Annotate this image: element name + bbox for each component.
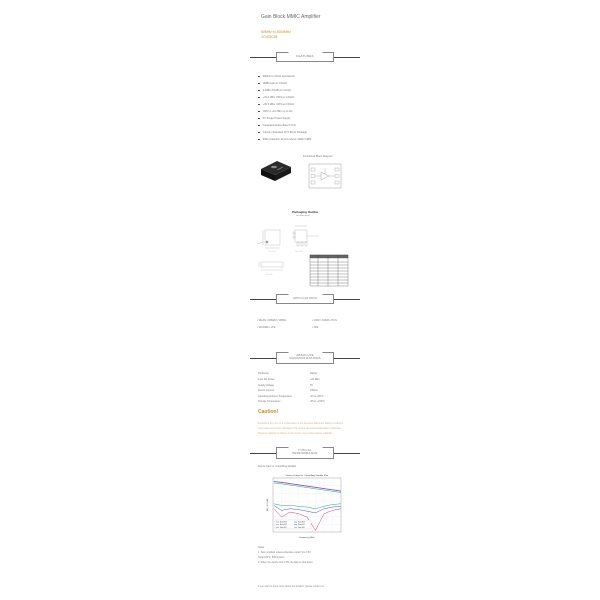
performance-chart [265,472,345,542]
svg-text:0.75 ±0.05: 0.75 ±0.05 [265,275,273,276]
bullet-icon [258,76,260,78]
block-diagram-title: Functional Block Diagram [303,155,333,158]
svg-text:Ratio S21: Ratio S21 [298,522,305,524]
feature-item: 5V Single Power Supply [258,117,290,120]
package-outline-unit: unit: millimeter(mm) [296,216,310,217]
bullet-icon [258,83,260,85]
svg-text:Gain S11: Gain S11 [280,527,287,529]
typical-performance-header: TYPICAL PERFORMANCE [250,447,360,457]
notes-label: Notes [258,546,265,549]
application-item: • WCDMA / LTE [257,326,276,329]
caution-title: Caution! [258,409,279,415]
contact-text: If you want to know more about the product, please contact us. [258,585,325,588]
application-item: • GSM / CDMA / PCS [312,319,337,322]
feature-item: 18dB Gain at 1.0GHz [258,82,287,85]
svg-text:Ratio S21: Ratio S21 [280,525,287,527]
feature-item: ESD protection all pins above 1000V HBM [258,138,311,141]
amr-rating: +20 dBm [310,378,320,381]
feature-item: 3.0dBm P1dB at 1.0GHz [258,89,291,92]
svg-text:Gain S22: Gain S22 [298,527,305,529]
bullet-icon [258,111,260,113]
feature-item: OIP3 4 +33 dBm up to 4G [258,110,293,113]
absolute-maximum-ratings-header: ABSOLUTE MAXIMUM RATINGS [250,352,360,362]
feature-item: +34.5 dBm OIP3 at 2.5GHz [258,103,294,106]
chart-caption: Device Gain vs. Controlling Variable [258,465,297,468]
bullet-icon [258,139,260,141]
svg-text:Ratio S11: Ratio S11 [298,525,305,527]
bullet-icon [258,125,260,127]
amr-parameter: Storage Temperature [258,400,281,403]
svg-text:2.00 ±0.05: 2.00 ±0.05 [268,252,276,253]
amr-header-parameter: Parameter [258,372,270,375]
bullet-icon [258,132,260,134]
feature-item: 50MHz to 4GHz operational [258,75,295,78]
applications-section-header: APPLICATIONS [250,294,360,304]
application-item: • WLAN / WiMAX / WiBro [257,319,287,322]
bullet-icon [258,118,260,120]
note-item: 1. Test condition unless otherwise noted: Vcc= 5V, [258,551,312,554]
amr-rating: -65 to +150°C [310,400,325,403]
bullet-icon [258,97,260,99]
page-title: Gain Block MMIC Amplifier [261,14,321,20]
application-item: • ISM [312,326,319,329]
amr-rating: 150mA [310,389,318,392]
svg-text:S21, S11 (dB): S21, S11 (dB) [267,498,269,512]
feature-item: Integrated Active Bias Circuit [258,124,296,127]
amr-rating: -40 to +85°C [310,394,324,398]
package-outline-title: Packaging Outline [292,210,319,214]
svg-text:Frequency (GHz): Frequency (GHz) [299,537,315,539]
amr-parameter: Input RF Power [258,378,275,381]
note-item: 2. When the device Vcc is 5V, the bias is shut down. [258,561,314,564]
svg-text:Ratio S21: Ratio S21 [280,522,287,524]
features-section-header: FEATURES [250,52,360,62]
amr-parameter: Device Current [258,389,274,392]
chip-image [259,157,293,183]
amr-rating: 6V [310,383,313,387]
package-outline-drawing [255,222,355,290]
feature-item: Industry Standard SOT-89 2x Package [258,131,307,134]
feature-item: +33.0 dBm OIP3 at 1.0GHz [258,96,294,99]
svg-text:2.00 ±0.05: 2.00 ±0.05 [295,252,303,253]
caution-text: Exceeding any one or a combination of the Absolute Maximum Rating conditions may cause permanent damage to the device. Extended application of Absolute Maximum Rating conditions to the device may reduce device reliability. [258,422,344,436]
part-number: YG402028 [261,35,278,39]
bullet-icon [258,104,260,106]
amr-parameter: Supply Voltage [258,383,274,387]
datasheet-page [255,0,355,600]
frequency-range: 50MHz to 4000MHz [261,30,291,34]
amr-header-rating: Rating [310,372,317,375]
bullet-icon [258,90,260,92]
functional-block-diagram [305,162,345,190]
svg-text:Device Current vs. Controlling: Device Current vs. Controlling Variable Plan [285,475,329,477]
amr-parameter: Operating Ambient Temperature [258,394,292,398]
note-item: Temp=25°C, 50Ω system [258,556,285,559]
